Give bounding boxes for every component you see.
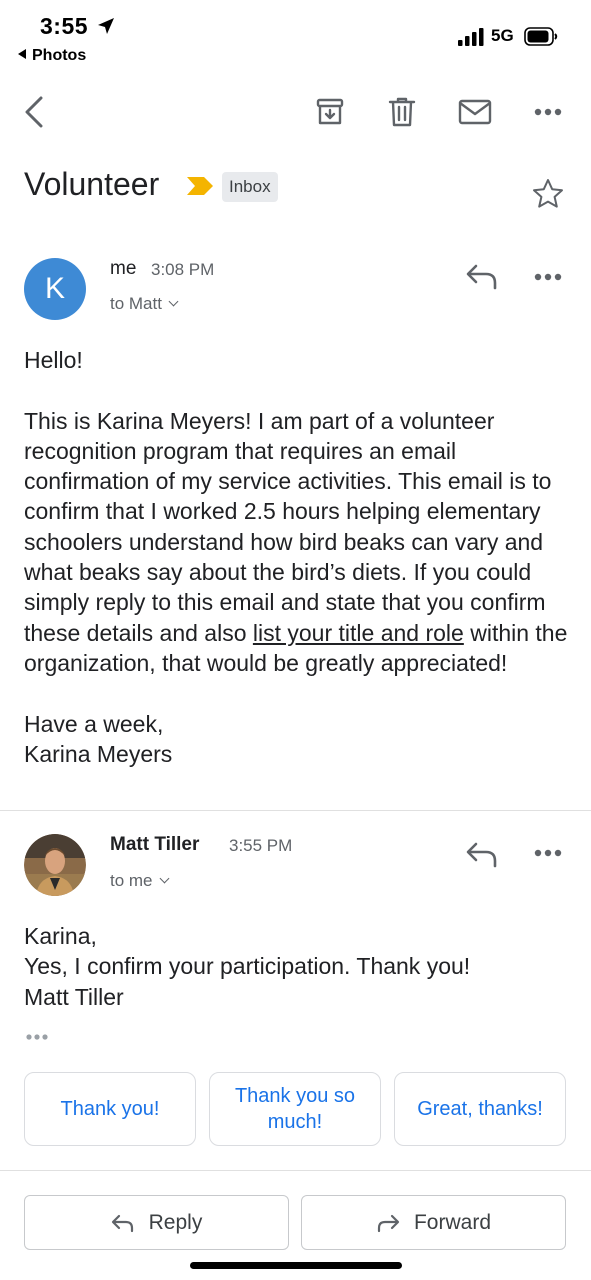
reply-label: Reply (148, 1210, 203, 1234)
reply-icon[interactable] (464, 840, 500, 870)
recipient-label: to me (110, 871, 153, 890)
back-triangle-icon (18, 49, 26, 59)
forward-button[interactable] (301, 1195, 566, 1250)
show-trimmed-content-icon[interactable] (24, 1028, 52, 1042)
email-subject: Volunteer (24, 166, 160, 202)
home-indicator[interactable] (190, 1262, 402, 1269)
body-line: Karina, (24, 923, 97, 949)
chevron-down-icon (169, 297, 179, 307)
body-text-part: This is Karina Meyers! I am part of a volunteer recognition program that requires an email confirmation of my service activities. This email is to confirm that I worked 2.5 hours helping elementary schoolers understand how bird beaks can vary and what beaks say about the bird’s diets. If you could simply reply to this email and state that you confirm these details and also (24, 407, 552, 646)
more-horizontal-icon[interactable] (530, 838, 566, 868)
recipient-label: to Matt (110, 294, 162, 313)
network-type: 5G (491, 26, 514, 45)
sender-name: Matt Tiller (110, 834, 200, 855)
star-icon[interactable] (532, 178, 564, 210)
section-divider (0, 1170, 591, 1171)
message-body (24, 921, 569, 1012)
smart-reply-1[interactable]: Thank you! (24, 1072, 196, 1146)
body-line: Yes, I confirm your participation. Thank you! (24, 953, 471, 980)
reply-button[interactable] (24, 1195, 289, 1250)
location-arrow-icon (96, 16, 116, 36)
smart-reply-3[interactable]: Great, thanks! (394, 1072, 566, 1146)
body-signature: Karina Meyers (24, 740, 173, 767)
mark-unread-button[interactable] (453, 88, 497, 136)
message-time: 3:55 PM (229, 836, 293, 855)
underlined-text: list your title and role (252, 619, 464, 646)
more-horizontal-icon[interactable] (530, 262, 566, 292)
label-chip-inbox[interactable]: Inbox (222, 172, 278, 202)
forward-icon (376, 1213, 400, 1233)
cellular-signal-icon (458, 28, 484, 46)
chevron-down-icon (159, 874, 169, 884)
mail-icon (458, 99, 492, 125)
body-greeting: Hello! (24, 347, 83, 373)
back-button[interactable] (12, 88, 56, 136)
back-icon (22, 95, 46, 129)
email-toolbar (0, 88, 591, 140)
status-time: 3:55 (40, 13, 89, 39)
smart-reply-2[interactable]: Thank you so much! (209, 1072, 381, 1146)
avatar[interactable] (24, 834, 86, 896)
sender-name: me (110, 258, 137, 279)
delete-button[interactable] (380, 88, 424, 136)
back-app-label: Photos (32, 47, 87, 64)
trash-icon (388, 96, 416, 128)
battery-icon (524, 27, 558, 46)
archive-button[interactable] (308, 88, 352, 136)
reply-icon[interactable] (464, 262, 500, 292)
back-to-app-link[interactable] (18, 47, 86, 65)
reply-icon (111, 1213, 135, 1233)
recipient-details-toggle[interactable] (110, 294, 177, 314)
message-time: 3:08 PM (151, 260, 215, 279)
status-bar (0, 0, 591, 72)
body-text-part: within the organization, that would be greatly appreciated! (24, 619, 568, 676)
body-paragraph (24, 406, 569, 679)
more-options-button[interactable] (526, 88, 570, 136)
recipient-details-toggle[interactable] (110, 871, 168, 891)
message-divider (0, 810, 591, 811)
archive-icon (315, 97, 345, 127)
more-horizontal-icon (534, 108, 562, 116)
subject-row (24, 162, 574, 214)
avatar[interactable]: K (24, 258, 86, 320)
importance-marker-icon[interactable] (186, 176, 214, 196)
forward-label: Forward (413, 1210, 492, 1234)
body-line: Matt Tiller (24, 983, 124, 1010)
body-closing: Have a week, (24, 710, 164, 737)
message-body (24, 345, 569, 769)
